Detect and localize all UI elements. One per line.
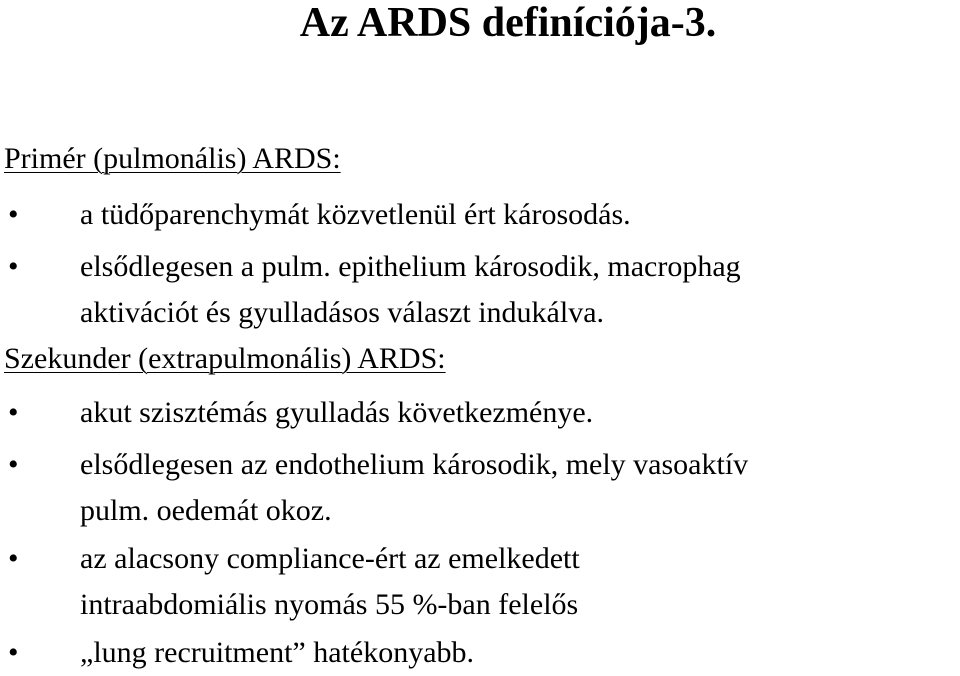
bullet-dot-icon: • (8, 542, 19, 575)
bullet-item (0, 630, 960, 676)
bullet-text: az alacsony compliance-ért az emelkedett intraabdomiális nyomás 55 %-ban felelős (80, 542, 580, 621)
bullet-dot-icon: • (8, 198, 19, 231)
bullet-dot-icon: • (8, 396, 19, 429)
bullet-item (0, 244, 960, 336)
bullet-item (0, 390, 960, 436)
bullet-item (0, 192, 960, 238)
bullet-text: akut szisztémás gyulladás következménye. (80, 396, 594, 429)
bullet-dot-icon: • (8, 250, 19, 283)
bullet-dot-icon: • (8, 636, 19, 669)
slide-title: Az ARDS definíciója-3. (299, 0, 717, 46)
section-heading-primary: Primér (pulmonális) ARDS: (4, 142, 341, 175)
bullet-item (0, 442, 960, 534)
bullet-item (0, 536, 960, 628)
bullet-text: elsődlegesen a pulm. epithelium károsodik, macrophag aktivációt és gyulladásos választ indukálva. (80, 250, 741, 329)
bullet-dot-icon: • (8, 448, 19, 481)
section-heading-secondary: Szekunder (extrapulmonális) ARDS: (4, 342, 446, 375)
bullet-text: a tüdőparenchymát közvetlenül ért károsodás. (80, 198, 631, 231)
bullet-text: „lung recruitment” hatékonyabb. (80, 636, 475, 669)
bullet-text: elsődlegesen az endothelium károsodik, mely vasoaktív pulm. oedemát okoz. (80, 448, 749, 527)
